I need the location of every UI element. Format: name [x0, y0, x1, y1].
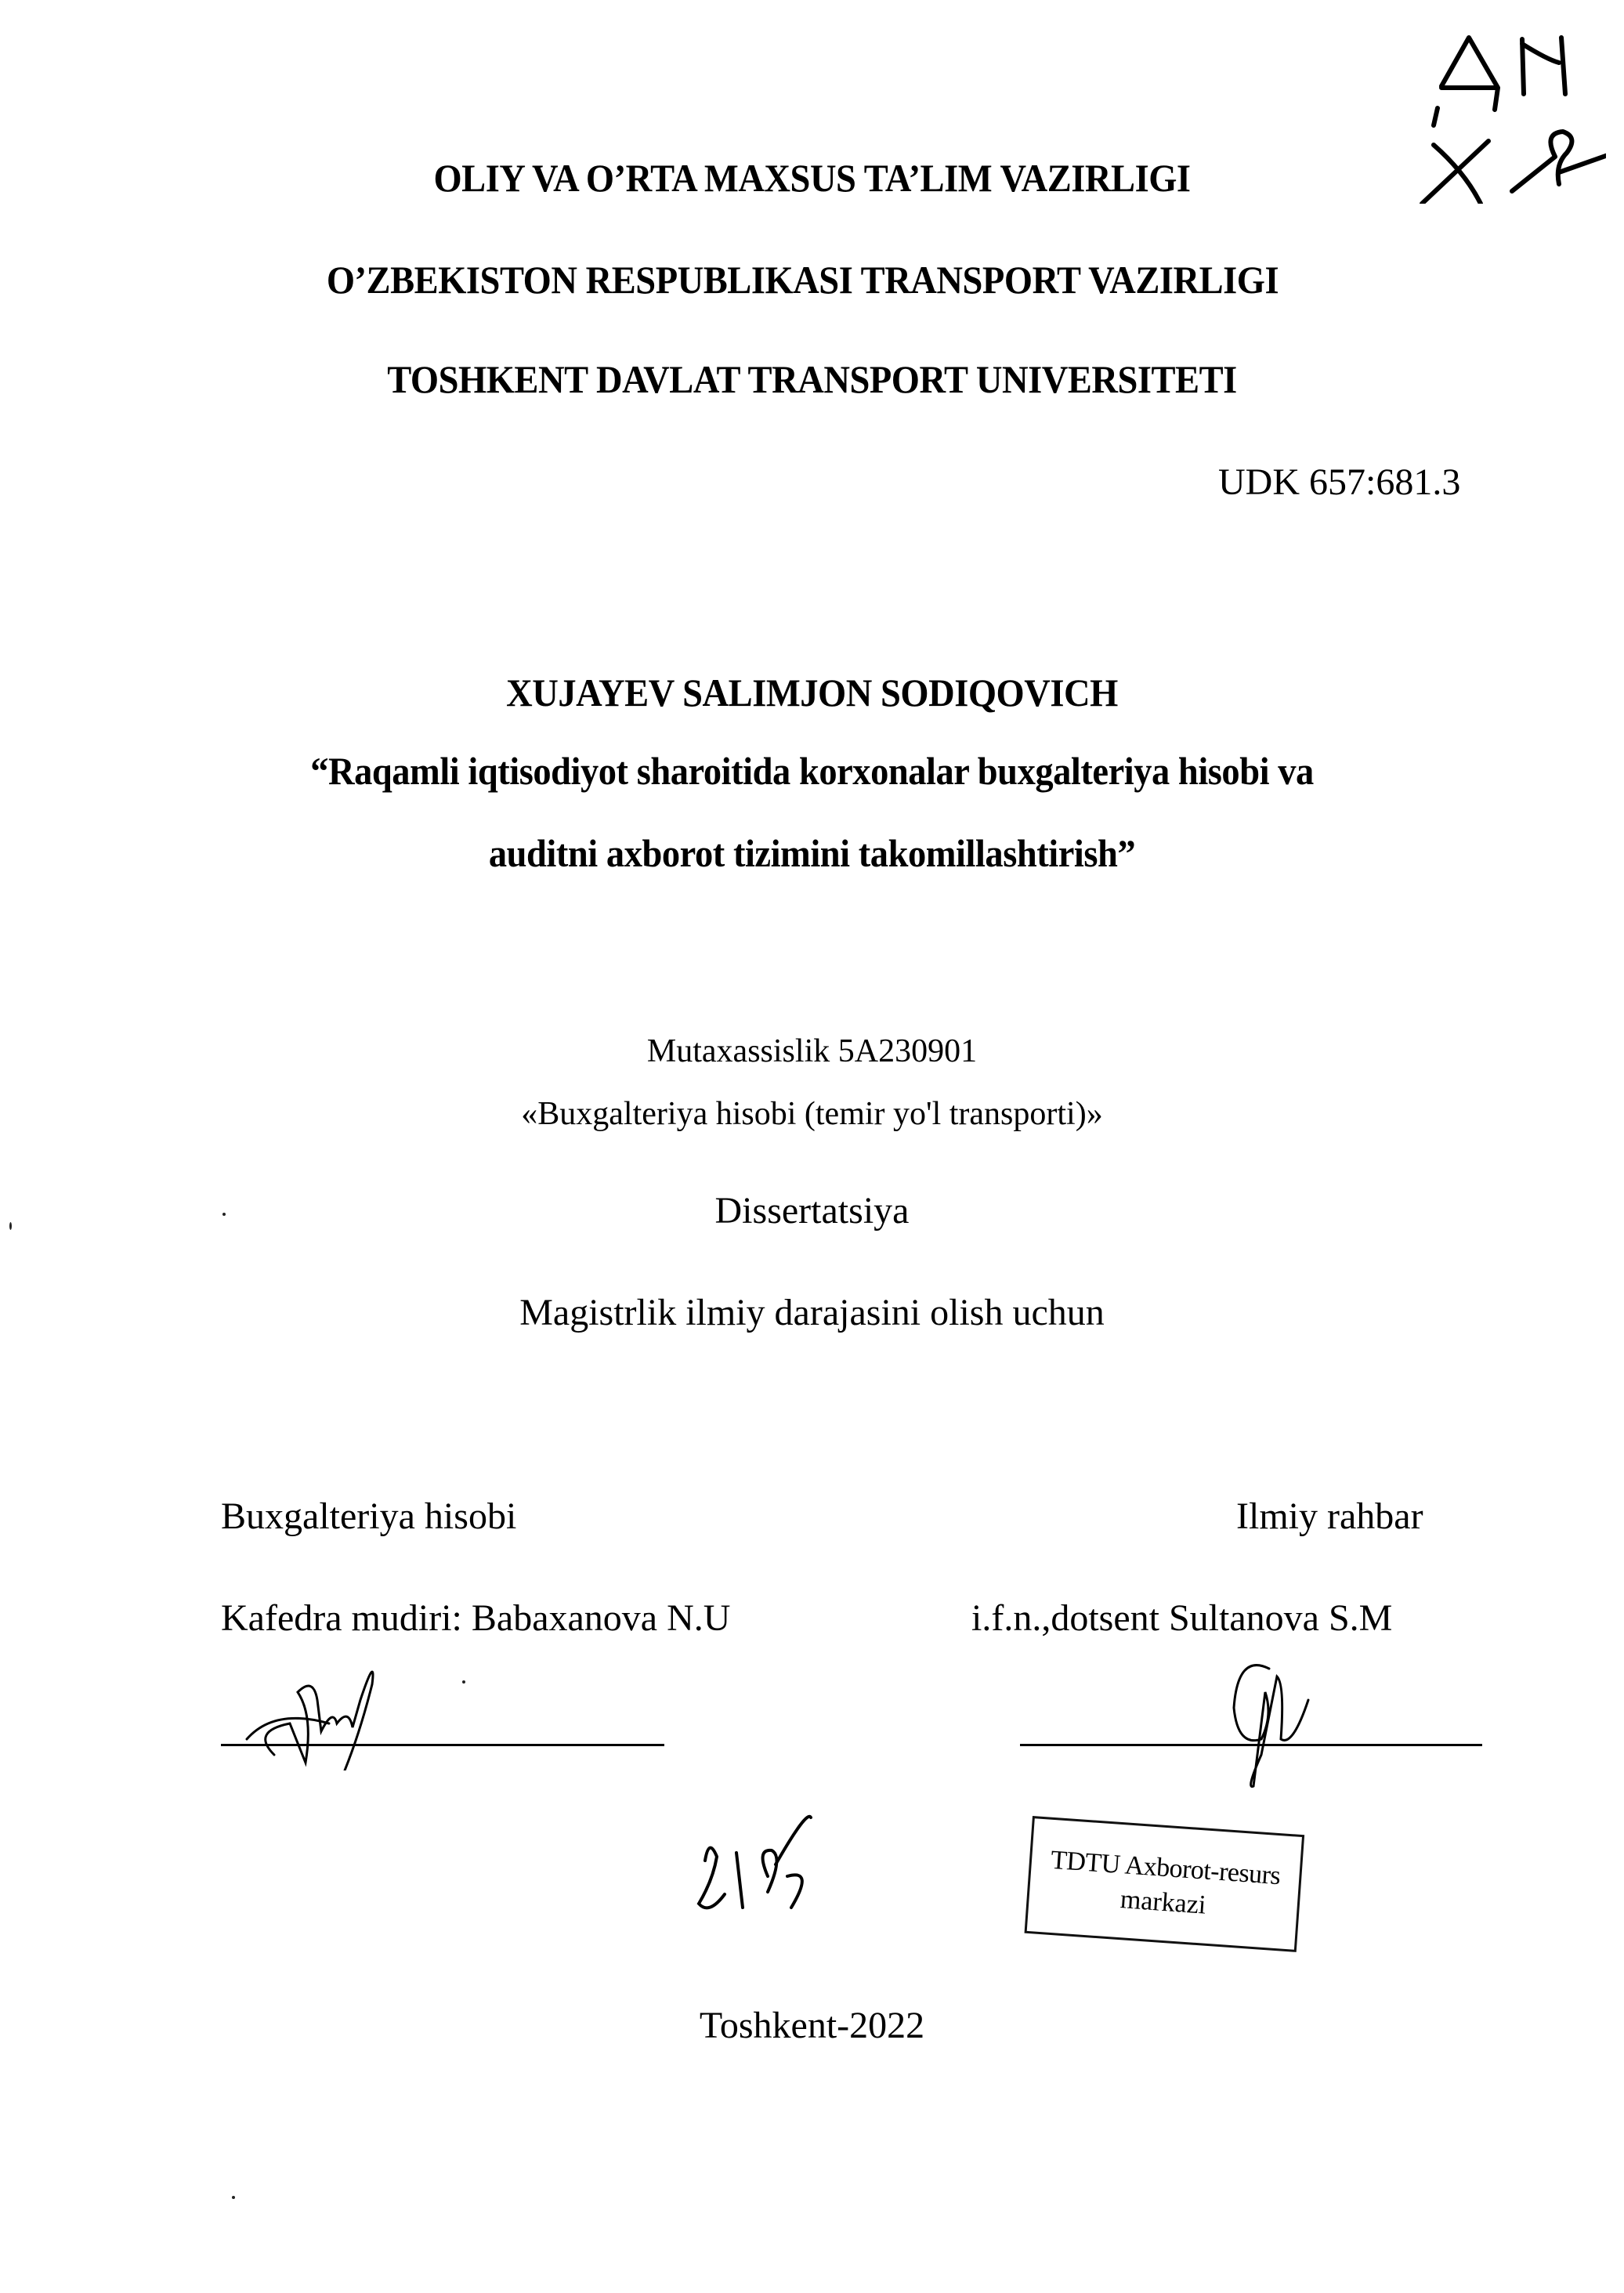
stamp-line-1: TDTU Axborot-resurs — [1050, 1845, 1282, 1891]
specialty-name: «Buxgalteriya hisobi (temir yo'l transporti)» — [521, 1096, 1103, 1132]
document-type: Dissertatsiya — [714, 1190, 910, 1231]
author-name: XUJAYEV SALIMJON SODIQOVICH — [506, 671, 1118, 714]
left-signature-icon — [243, 1653, 400, 1770]
scan-speck — [9, 1222, 12, 1230]
degree-purpose: Magistrlik ilmiy darajasini olish uchun — [519, 1292, 1105, 1333]
supervisor-label: Ilmiy rahbar — [1236, 1496, 1423, 1537]
handwritten-inventory-number — [689, 1802, 846, 1919]
ministry-line-2: O’ZBEKISTON RESPUBLIKASI TRANSPORT VAZIRLIGI — [326, 258, 1279, 302]
library-stamp — [1025, 1816, 1305, 1952]
scan-speck — [462, 1680, 465, 1684]
scan-speck — [222, 1213, 226, 1216]
thesis-title-line-1: “Raqamli iqtisodiyot sharoitida korxonalar buxgalteriya hisobi va — [310, 749, 1314, 793]
city-year: Toshkent-2022 — [699, 2005, 925, 2046]
university-name: TOSHKENT DAVLAT TRANSPORT UNIVERSITETI — [387, 357, 1237, 401]
stamp-line-2: markazi — [1119, 1885, 1207, 1920]
scan-speck — [232, 2196, 235, 2199]
department-head: Kafedra mudiri: Babaxanova N.U — [221, 1597, 731, 1639]
udk-code: UDK 657:681.3 — [1218, 461, 1461, 503]
right-signature-icon — [1222, 1653, 1340, 1794]
ministry-line-1: OLIY VA O’RTA MAXSUS TA’LIM VAZIRLIGI — [433, 156, 1191, 200]
supervisor-name: i.f.n.,dotsent Sultanova S.M — [971, 1597, 1393, 1639]
thesis-title-line-2: auditni axborot tizimini takomillashtirish” — [488, 831, 1136, 875]
specialty-code: Mutaxassislik 5A230901 — [646, 1033, 978, 1069]
department-name: Buxgalteriya hisobi — [221, 1496, 517, 1537]
